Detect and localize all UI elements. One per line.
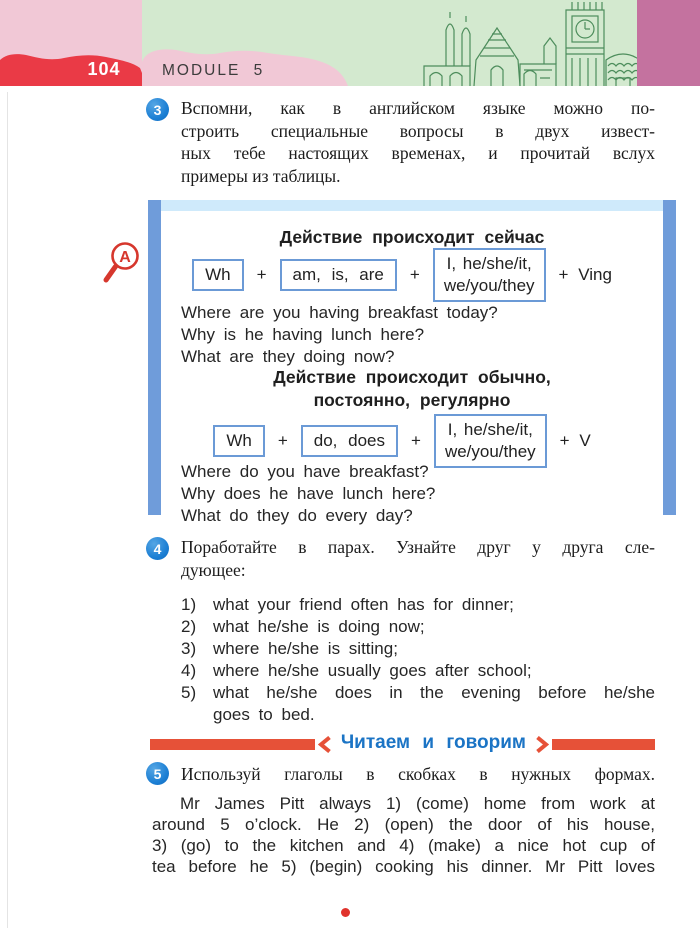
pronouns-box — [433, 248, 546, 302]
exercise-4-list — [181, 594, 655, 726]
item-number: 3) — [181, 639, 197, 658]
exercise-4-number-badge: 4 — [146, 537, 169, 560]
item-text: what your friend often has for dinner; — [213, 595, 514, 614]
verb-form-label: + Ving — [558, 265, 612, 284]
grammar-box-right-bar — [663, 200, 676, 515]
example-sentence: Where are you having breakfast today? — [181, 303, 498, 322]
title-line: постоянно, регулярно — [313, 390, 511, 410]
instruction-line: Поработайте в парах. Узнайте друг у друга сле- — [181, 537, 655, 557]
list-item — [181, 616, 655, 638]
present-simple-title — [161, 366, 663, 412]
grammar-box — [148, 200, 676, 530]
present-simple-formula — [151, 414, 653, 468]
chevron-left-icon — [318, 736, 331, 753]
paragraph-line: Mr James Pitt always 1) (come) home from work at — [180, 794, 655, 813]
instruction-line: ных тебе настоящих временах, и прочитай вслух — [181, 143, 655, 163]
item-number: 1) — [181, 595, 197, 614]
list-item — [181, 660, 655, 682]
present-continuous-examples — [181, 302, 656, 368]
exercise-3-number-badge: 3 — [146, 98, 169, 121]
section-title: Читаем и говорим — [340, 732, 526, 753]
plus-sign: + — [277, 431, 288, 450]
pronouns-line: I, he/she/it, — [447, 420, 533, 439]
list-item — [181, 682, 655, 704]
banner-bar-right — [552, 739, 655, 750]
pronouns-line: I, he/she/it, — [446, 254, 532, 273]
magnifier-a-icon — [99, 238, 143, 290]
title-line: Действие происходит обычно, — [273, 367, 551, 387]
instruction-line: примеры из таблицы. — [181, 165, 341, 186]
pronouns-line: we/you/they — [443, 276, 535, 295]
banner-bar-left — [150, 739, 315, 750]
exercise-5-number-badge: 5 — [146, 762, 169, 785]
exercise-4-instruction — [181, 536, 655, 581]
item-number — [181, 704, 213, 726]
reading-paragraph — [152, 793, 655, 877]
exercise-3-instruction — [181, 97, 655, 187]
present-continuous-formula — [151, 248, 653, 302]
item-number: 4) — [181, 661, 197, 680]
instruction-line: Вспомни, как в английском языке можно по- — [181, 98, 655, 118]
present-continuous-title: Действие происходит сейчас — [279, 227, 545, 247]
page-number-badge: 104 — [87, 59, 121, 79]
item-number: 5) — [181, 683, 197, 702]
item-text: where he/she is sitting; — [213, 639, 398, 658]
instruction-line: строить специальные вопросы в двух извест- — [181, 120, 655, 141]
paragraph-line: 3) (go) to the kitchen and 4) (make) a nice hot cup of — [152, 836, 655, 855]
module-label: MODULE 5 — [162, 62, 265, 79]
instruction-line: Используй глаголы в скобках в нужных формах. — [181, 764, 655, 784]
page-bottom-dot — [341, 908, 350, 917]
item-text: what he/she is doing now; — [213, 617, 425, 636]
example-sentence: Why does he have lunch here? — [181, 484, 436, 503]
list-item — [181, 594, 655, 616]
exercise-5-instruction — [181, 763, 655, 786]
example-sentence: What do they do every day? — [181, 506, 413, 525]
plus-sign: + — [256, 265, 267, 284]
example-sentence: What are they doing now? — [181, 347, 395, 366]
example-sentence: Why is he having lunch here? — [181, 325, 425, 344]
instruction-line: дующее: — [181, 559, 246, 580]
plus-sign: + — [409, 265, 420, 284]
item-number: 2) — [181, 617, 197, 636]
page-header — [0, 0, 700, 86]
list-item — [181, 704, 655, 726]
pronouns-box — [434, 414, 547, 468]
wh-box: Wh — [213, 425, 265, 457]
list-item — [181, 638, 655, 660]
chevron-right-icon — [536, 736, 549, 753]
magnifier-letter: A — [119, 249, 131, 266]
page-left-edge — [7, 92, 8, 928]
paragraph-line: around 5 o’clock. He 2) (open) the door of his house, — [152, 815, 655, 834]
verb-form-label: + V — [559, 431, 591, 450]
section-banner — [150, 732, 655, 753]
example-sentence: Where do you have breakfast? — [181, 462, 429, 481]
item-text: goes to bed. — [213, 705, 315, 724]
pronouns-line: we/you/they — [444, 442, 536, 461]
present-simple-examples — [181, 461, 656, 527]
paragraph-line: tea before he 5) (begin) cooking his dinner. Mr Pitt loves — [152, 857, 655, 876]
grammar-box-top-bar — [161, 200, 663, 211]
item-text: what he/she does in the evening before he/she — [213, 683, 655, 702]
plus-sign: + — [411, 431, 421, 450]
aux-box: do, does — [301, 425, 398, 457]
item-text: where he/she usually goes after school; — [213, 661, 532, 680]
aux-box: am, is, are — [280, 259, 397, 291]
wh-box: Wh — [192, 259, 244, 291]
